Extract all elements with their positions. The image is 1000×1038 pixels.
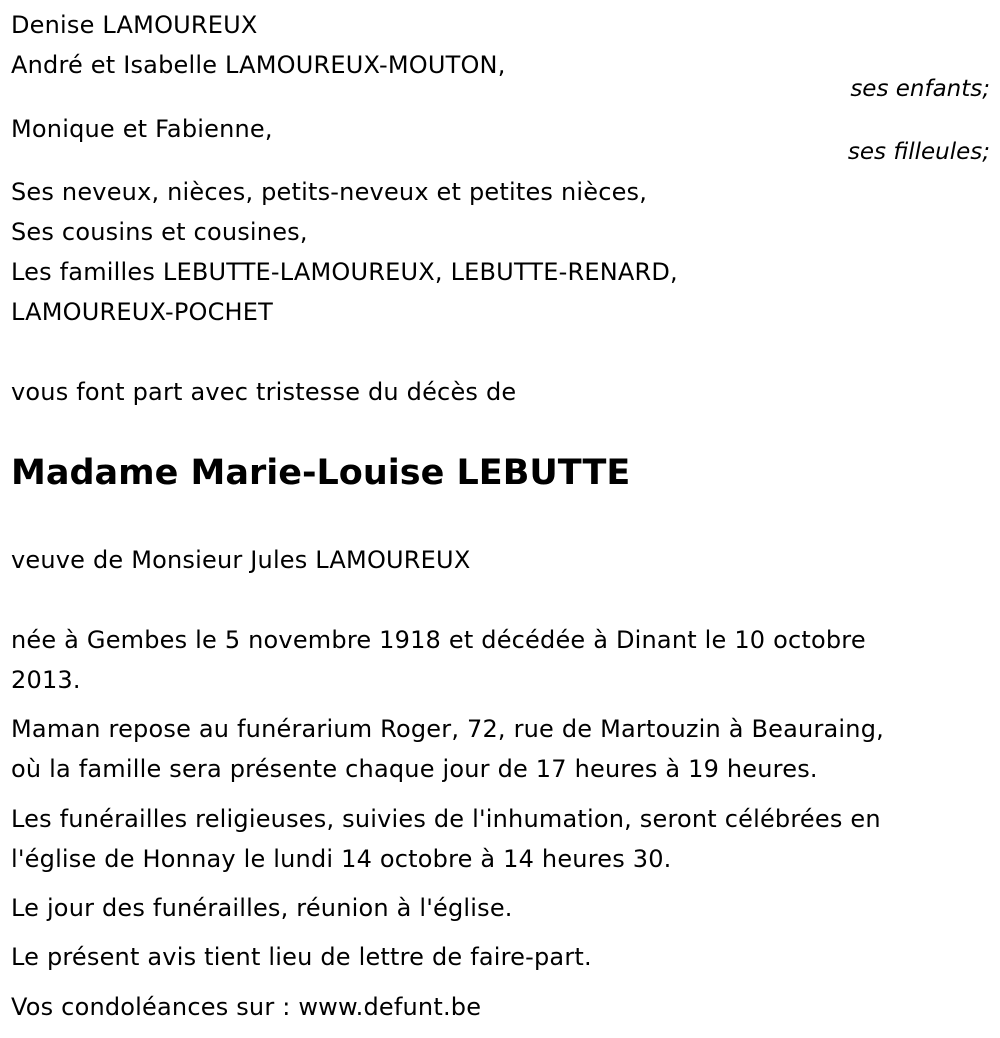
condolences-line: Vos condoléances sur : www.defunt.be	[11, 993, 482, 1021]
family-line-cousins: Ses cousins et cousines,	[11, 218, 308, 246]
family-line-families-2: LAMOUREUX-POCHET	[11, 298, 274, 326]
birth-death-line-1: née à Gembes le 5 novembre 1918 et décédée à Dinant le 10 octobre	[11, 626, 866, 654]
deceased-name: Madame Marie-Louise LEBUTTE	[11, 453, 631, 493]
children-role-label: ses enfants;	[850, 76, 990, 102]
rest-line-1: Maman repose au funérarium Roger, 72, rue de Martouzin à Beauraing,	[11, 715, 884, 743]
meeting-line: Le jour des funérailles, réunion à l'église.	[11, 894, 513, 922]
funeral-line-1: Les funérailles religieuses, suivies de l'inhumation, seront célébrées en	[11, 805, 881, 833]
spouse-line: veuve de Monsieur Jules LAMOUREUX	[11, 546, 471, 574]
family-line-monique-fabienne: Monique et Fabienne,	[11, 115, 273, 143]
notice-line: Le présent avis tient lieu de lettre de faire-part.	[11, 943, 592, 971]
family-line-nephews-nieces: Ses neveux, nièces, petits-neveux et petites nièces,	[11, 178, 648, 206]
goddaughters-role-label: ses filleules;	[847, 139, 990, 165]
funeral-line-2: l'église de Honnay le lundi 14 octobre à 14 heures 30.	[11, 845, 672, 873]
family-line-families-1: Les familles LEBUTTE-LAMOUREUX, LEBUTTE-RENARD,	[11, 258, 678, 286]
family-line-denise: Denise LAMOUREUX	[11, 11, 258, 39]
announcement-intro: vous font part avec tristesse du décès de	[11, 378, 517, 406]
family-line-andre-isabelle: André et Isabelle LAMOUREUX-MOUTON,	[11, 51, 506, 79]
birth-death-line-2: 2013.	[11, 666, 81, 694]
rest-line-2: où la famille sera présente chaque jour de 17 heures à 19 heures.	[11, 755, 818, 783]
